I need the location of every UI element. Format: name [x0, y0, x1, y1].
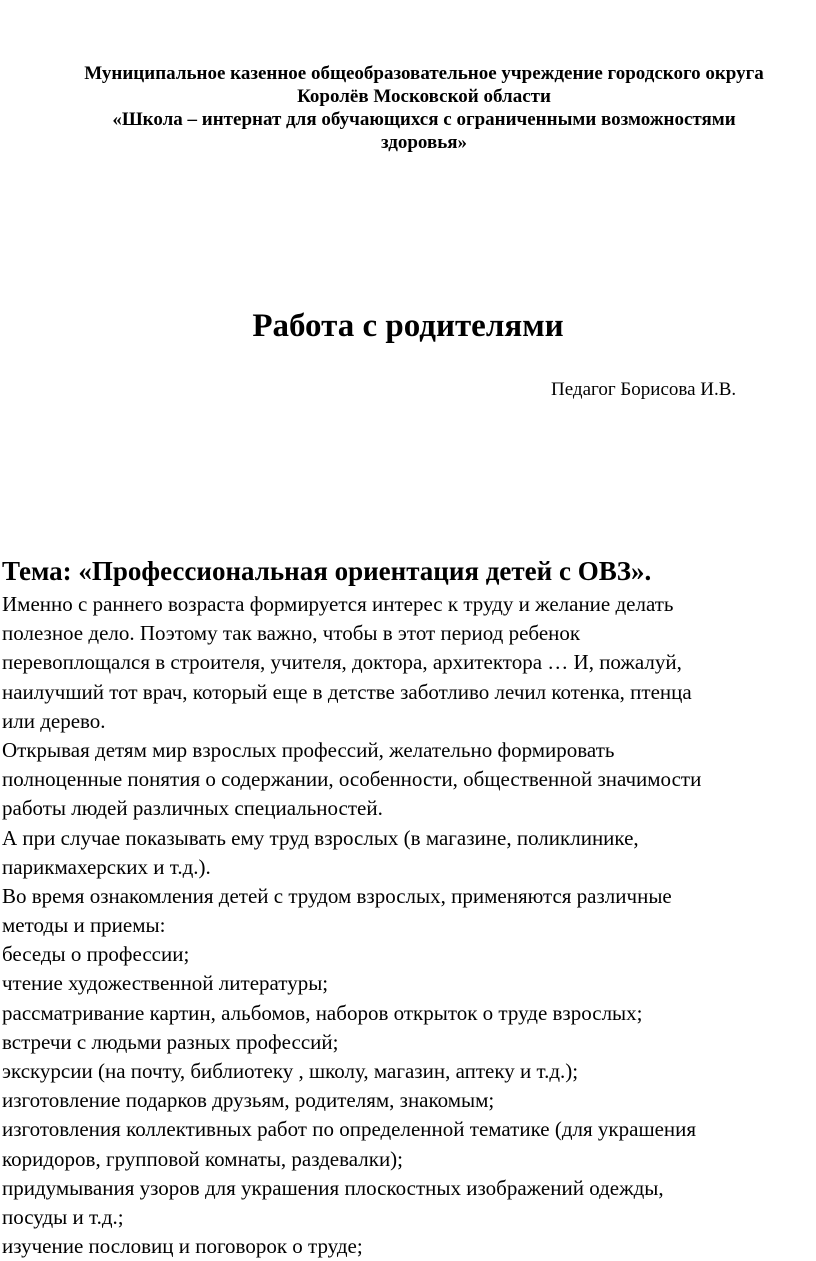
paragraph-line: Открывая детям мир взрослых профессий, желательно формировать [2, 737, 615, 762]
header-line: Муниципальное казенное общеобразовательное учреждение городского округа [84, 63, 764, 84]
paragraph-line: полезное дело. Поэтому так важно, чтобы в этот период ребенок [2, 621, 581, 646]
list-item: беседы о профессии; [2, 942, 190, 967]
paragraph-line: работы людей различных специальностей. [2, 796, 383, 821]
list-item: изучение пословиц и поговорок о труде; [2, 1234, 363, 1259]
list-item: чтение художественной литературы; [2, 971, 329, 996]
author-line: Педагог Борисова И.В. [551, 379, 737, 400]
paragraph-line: Именно с раннего возраста формируется интерес к труду и желание делать [2, 592, 674, 616]
paragraph-line: наилучший тот врач, который еще в детстве заботливо лечил котенка, птенца [2, 679, 692, 704]
list-item: изготовление подарков друзьям, родителям, знакомым; [2, 1088, 495, 1113]
paragraph-line: перевоплощался в строителя, учителя, доктора, архитектора … И, пожалуй, [2, 650, 682, 675]
list-item: изготовления коллективных работ по определенной тематике (для украшения [2, 1117, 697, 1142]
document-title: Работа с родителями [252, 308, 564, 344]
paragraph-line: А при случае показывать ему труд взрослых (в магазине, поликлинике, [2, 825, 639, 850]
paragraph-line: парикмахерских и т.д.). [2, 854, 211, 879]
header-line: Королёв Московской области [297, 86, 551, 107]
list-item: экскурсии (на почту, библиотеку , школу, магазин, аптеку и т.д.); [2, 1059, 579, 1083]
header-line: здоровья» [380, 132, 468, 153]
paragraph-line: Во время ознакомления детей с трудом взрослых, применяются различные [2, 883, 672, 908]
paragraph-line: методы и приемы: [2, 913, 166, 938]
list-item: посуды и т.д.; [2, 1204, 124, 1229]
paragraph-line: или дерево. [2, 708, 106, 733]
list-item: рассматривание картин, альбомов, наборов открыток о труде взрослых; [2, 1000, 643, 1025]
list-item: придумывания узоров для украшения плоскостных изображений одежды, [2, 1175, 664, 1200]
header-line: «Школа – интернат для обучающихся с ограниченными возможностями [112, 109, 736, 130]
list-item: коридоров, групповой комнаты, раздевалки); [2, 1146, 404, 1171]
institution-header [20, 62, 816, 154]
body-text [2, 590, 814, 1261]
paragraph-line: полноценные понятия о содержании, особенности, общественной значимости [2, 767, 702, 792]
theme-heading: Тема: «Профессиональная ориентация детей с ОВЗ». [2, 556, 652, 586]
list-item: встречи с людьми разных профессий; [2, 1029, 339, 1054]
